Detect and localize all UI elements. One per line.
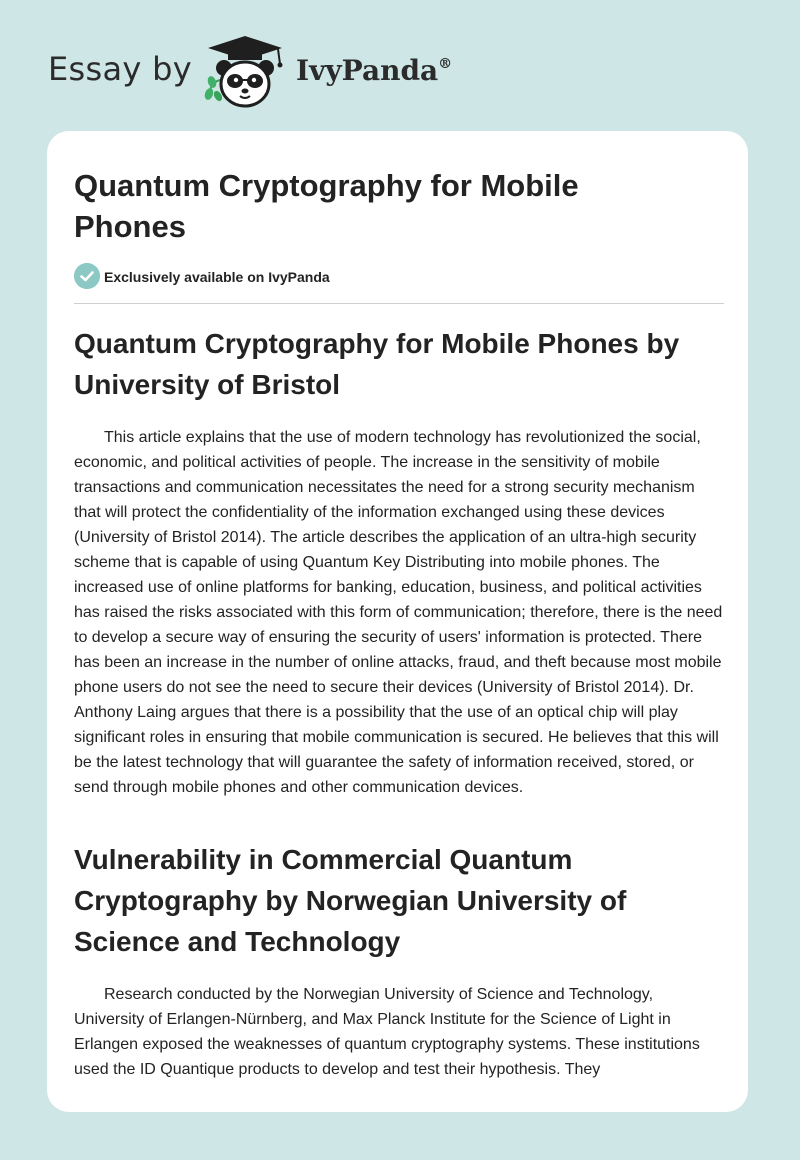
exclusive-label: Exclusively available on IvyPanda — [104, 269, 330, 285]
divider — [74, 303, 724, 304]
panda-logo-icon — [200, 34, 290, 112]
check-circle-icon — [74, 263, 100, 289]
body-paragraph: This article explains that the use of modern technology has revolutionized the social, economic, and political activities of people. The increase in the sensitivity of mobile transactions and communication necessitates the need for a strong security mechanism that will protect the confidentiality of the information exchanged using these devices (University of Bristol 2014). The article describes the application of an ultra-high security scheme that is capable of using Quantum Key Distributing into mobile phones. The increased use of online platforms for banking, education, business, and political activities has raised the risks associated with this form of communication; therefore, there is the need to develop a secure way of ensuring the security of users' information is protected. There has been an increase in the number of online attacks, fraud, and theft because most mobile phone users do not see the need to secure their devices (University of Bristol 2014). Dr. Anthony Laing argues that there is a possibility that the use of an optical chip will play significant roles in ensuring that mobile communication is secured. He believes that this will be the latest technology that will guarantee the safety of information received, stored, or send through mobile phones and other communication devices. — [74, 429, 723, 796]
exclusive-badge — [74, 263, 494, 291]
section-heading: Quantum Cryptography for Mobile Phones by University of Bristol — [74, 328, 680, 400]
section-heading: Vulnerability in Commercial Quantum Cryptography by Norwegian University of Science and Technology — [74, 844, 627, 957]
page-title: Quantum Cryptography for Mobile Phones — [74, 168, 579, 244]
article-card — [47, 131, 748, 1112]
body-paragraph: Research conducted by the Norwegian University of Science and Technology, University of Erlangen-Nürnberg, and Max Planck Institute for the Science of Light in Erlangen exposed the weaknesses of quantum cryptography systems. These institutions used the ID Quantique products to develop and test their hypothesis. They — [74, 986, 700, 1078]
brand-prefix: Essay by — [48, 50, 192, 88]
brand-name: IvyPanda® — [296, 54, 453, 87]
brand-header[interactable] — [48, 34, 508, 114]
